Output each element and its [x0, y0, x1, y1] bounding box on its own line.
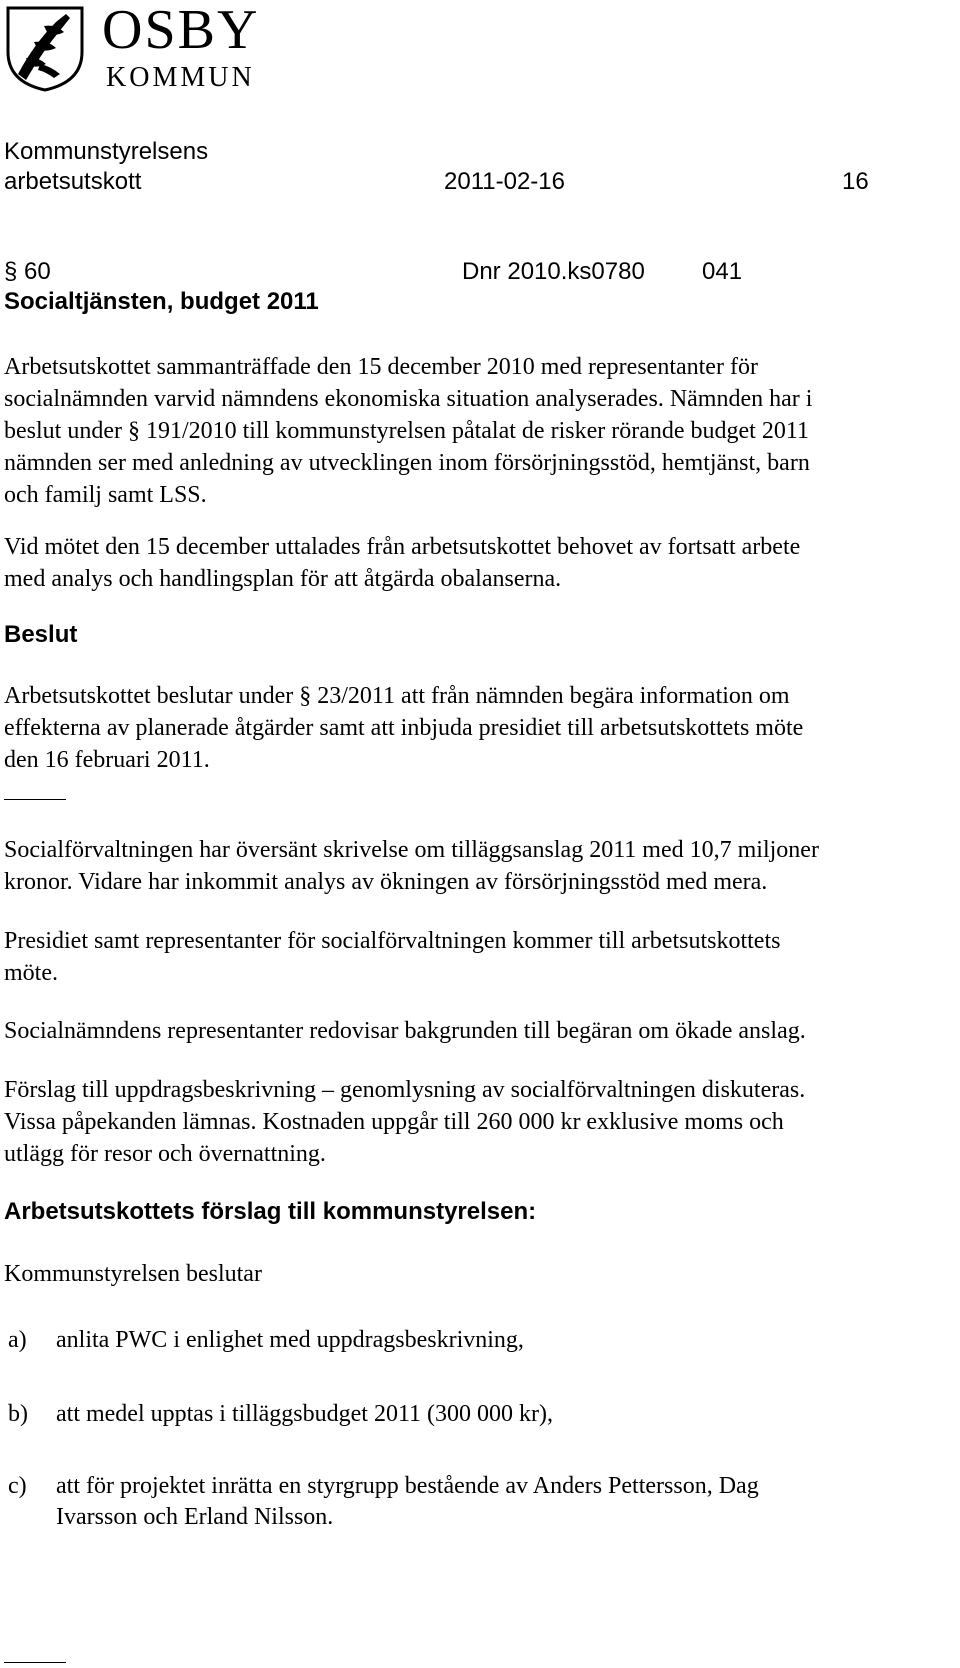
coat-of-arms-icon	[4, 4, 86, 92]
text-line: Socialförvaltningen har översänt skrivelse om tilläggsanslag 2011 med 10,7 miljoner	[4, 837, 819, 863]
logo-name: OSBY	[102, 0, 260, 61]
proposal-heading: Arbetsutskottets förslag till kommunstyrelsen:	[4, 1198, 537, 1225]
text-line: Vid mötet den 15 december uttalades från arbetsutskottet behovet av fortsatt arbete	[4, 534, 801, 560]
paragraph-1	[4, 351, 959, 511]
text-line: utlägg för resor och övernattning.	[4, 1141, 326, 1167]
section-number: 60	[24, 258, 51, 285]
paragraph-6	[4, 1015, 959, 1047]
list-item-letter: a)	[8, 1327, 27, 1353]
separator-rule	[4, 799, 66, 800]
list-item-text: Ivarsson och Erland Nilsson.	[56, 1504, 334, 1530]
text-line: möte.	[4, 960, 58, 986]
header-committee-line1: Kommunstyrelsens	[4, 138, 209, 165]
text-line: Vissa påpekanden lämnas. Kostnaden uppgår till 260 000 kr exklusive moms och	[4, 1109, 784, 1135]
text-line: nämnden ser med anledning av utvecklingen inom försörjningsstöd, hemtjänst, barn	[4, 450, 810, 476]
list-item-text: att för projektet inrätta en styrgrupp bestående av Anders Pettersson, Dag	[56, 1473, 759, 1499]
separator-rule	[4, 1662, 66, 1663]
header-committee-line2: arbetsutskott	[4, 168, 142, 195]
paragraph-3	[4, 680, 959, 776]
section-title: Socialtjänsten, budget 2011	[4, 288, 319, 315]
list-item-text: anlita PWC i enlighet med uppdragsbeskrivning,	[56, 1327, 524, 1353]
section-dnr: Dnr 2010.ks0780	[462, 258, 645, 285]
text-line: den 16 februari 2011.	[4, 747, 210, 773]
text-line: effekterna av planerade åtgärder samt att inbjuda presidiet till arbetsutskottets möte	[4, 715, 804, 741]
text-line: beslut under § 191/2010 till kommunstyrelsen påtalat de risker rörande budget 2011	[4, 418, 809, 444]
osby-kommun-logo	[4, 0, 264, 94]
paragraph-5	[4, 925, 959, 989]
text-line: Arbetsutskottet beslutar under § 23/2011 att från nämnden begära information om	[4, 683, 790, 709]
text-line: kronor. Vidare har inkommit analys av ökningen av försörjningsstöd med mera.	[4, 869, 768, 895]
section-code: 041	[702, 258, 743, 285]
header-date: 2011-02-16	[444, 168, 565, 195]
text-line: och familj samt LSS.	[4, 482, 207, 508]
list-item-text: att medel upptas i tilläggsbudget 2011 (300 000 kr),	[56, 1401, 554, 1427]
header-page-number: 16	[842, 168, 869, 195]
section-symbol: §	[4, 258, 18, 285]
beslut-heading: Beslut	[4, 621, 78, 648]
list-item-letter: c)	[8, 1473, 27, 1499]
text-line: socialnämnden varvid nämndens ekonomiska situation analyserades. Nämnden har i	[4, 386, 813, 412]
paragraph-2	[4, 531, 959, 595]
text-line: Arbetsutskottet sammanträffade den 15 december 2010 med representanter för	[4, 354, 758, 380]
decision-intro: Kommunstyrelsen beslutar	[4, 1261, 262, 1287]
paragraph-7	[4, 1074, 959, 1170]
text-line: med analys och handlingsplan för att åtgärda obalanserna.	[4, 566, 562, 592]
paragraph-4	[4, 834, 959, 898]
text-line: Socialnämndens representanter redovisar bakgrunden till begäran om ökade anslag.	[4, 1018, 806, 1044]
list-item-letter: b)	[8, 1401, 28, 1427]
text-line: Presidiet samt representanter för socialförvaltningen kommer till arbetsutskottets	[4, 928, 781, 954]
logo-subname: KOMMUN	[106, 62, 255, 93]
text-line: Förslag till uppdragsbeskrivning – genomlysning av socialförvaltningen diskuteras.	[4, 1077, 806, 1103]
